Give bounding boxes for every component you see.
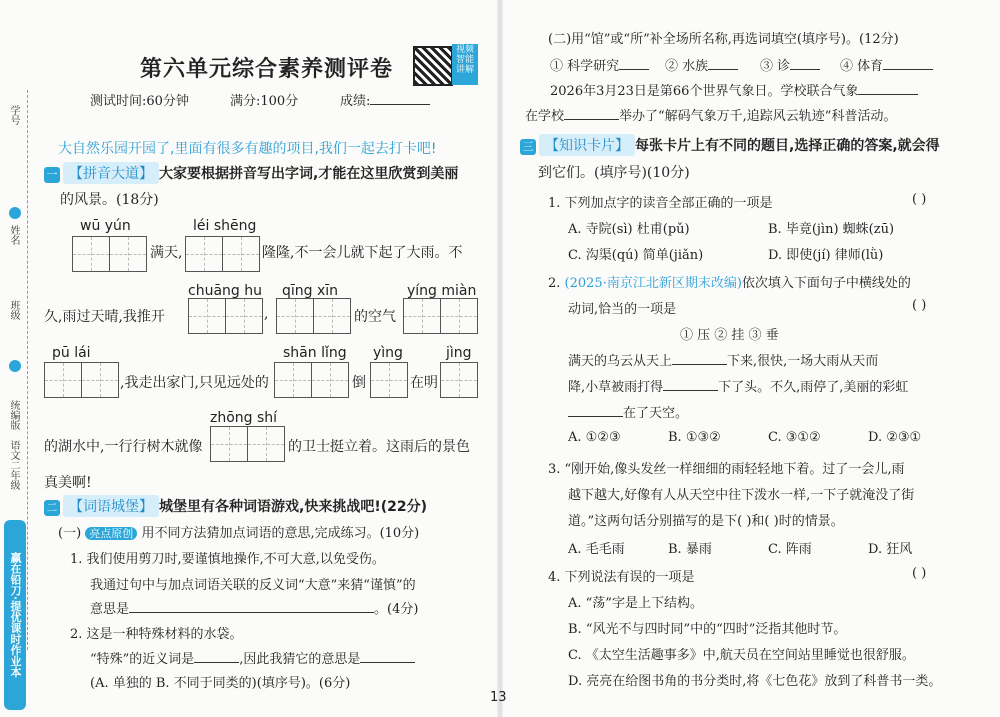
question-1-b: 意思是 。(4分) (90, 602, 419, 617)
text: , (264, 306, 269, 322)
option-3: ③ 诊 (760, 55, 820, 74)
section-1-heading-cont: 的风景。(18分) (60, 192, 159, 208)
answer-grid[interactable] (72, 236, 147, 272)
answer-paren[interactable]: ( ) (912, 298, 927, 313)
answer-paren[interactable]: ( ) (912, 566, 927, 581)
question-1-a: 我通过句中与加点词语关联的反义词“大意”来猜“谨慎”的 (90, 578, 416, 593)
q3-4: 4. 下列说法有误的一项是 (548, 570, 695, 585)
q3-3-ans-c: C. 阵雨 (768, 542, 812, 557)
question-2-a: “特殊”的近义词是 ,因此我猜它的意思是 (90, 648, 415, 667)
pinyin-chuanghu: chuāng hu (188, 283, 262, 299)
q3-2-ans-d: D. ②③① (868, 430, 922, 445)
full-score: 满分:100分 (230, 94, 299, 109)
subsection-1: (一) 亮点原创 用不同方法猜加点词语的意思,完成练习。(10分) (58, 526, 420, 541)
q3-1-d: D. 即使(jí) 律师(lǜ) (768, 248, 884, 263)
question-2-b: (A. 单独的 B. 不同于同类的)(填序号)。(6分) (90, 676, 351, 691)
pinyin-jing: jìng (446, 345, 472, 361)
page-fold (497, 0, 503, 717)
text: ,我走出家门,只见远处的 (120, 375, 269, 391)
answer-grid[interactable] (44, 362, 119, 398)
side-dot (9, 360, 21, 372)
text: 隆隆,不一会儿就下起了大雨。不 (262, 245, 463, 261)
answer-grid[interactable] (370, 362, 408, 398)
side-label-id: 学号 (8, 105, 19, 125)
q3-1-c: C. 沟渠(qú) 简单(jiǎn) (568, 248, 704, 263)
subsection-2: (二)用“馆”或“所”补全场所名称,再选词填空(填序号)。(12分) (548, 32, 899, 47)
intro-text: 大自然乐园开园了,里面有很多有趣的项目,我们一起去打卡吧! (58, 141, 437, 157)
page-number: 13 (490, 690, 507, 705)
answer-grid[interactable] (403, 298, 478, 334)
question-2: 2. 这是一种特殊材料的水袋。 (70, 627, 243, 642)
q3-2: 2. (2025·南京江北新区期末改编)依次填入下面句子中横线处的 (548, 276, 911, 291)
q3-2-opts: ① 压 ② 挂 ③ 垂 (680, 328, 779, 343)
pinyin-leisheng: léi shēng (193, 218, 257, 234)
answer-grid[interactable] (210, 426, 285, 462)
answer-blank[interactable] (360, 662, 415, 663)
q3-3-c: 道。”这两句话分别描写的是下( )和( )时的情景。 (568, 514, 844, 529)
brand-strip: 赢在铅刀·提优课时作业本 (4, 520, 26, 710)
para-line-1: 2026年3月23日是第66个世界气象日。学校联合气象 (550, 80, 918, 99)
section-1-heading: 一 【拼音大道】 大家要根据拼音写出字词,才能在这里欣赏到美丽 (44, 162, 458, 184)
q3-2-p3: 在了天空。 (568, 402, 688, 421)
pinyin-wuyun: wū yún (80, 218, 131, 234)
q3-2-ans-c: C. ③①② (768, 430, 821, 445)
text: 倒 (352, 375, 366, 391)
text: 的空气 (354, 309, 396, 325)
answer-paren[interactable]: ( ) (912, 192, 927, 207)
text: 满天, (150, 245, 183, 261)
section-3-heading-cont: 到它们。(填序号)(10分) (538, 165, 690, 181)
page-title: 第六单元综合素养测评卷 (140, 56, 394, 82)
q3-2-cont: 动词,恰当的一项是 (568, 302, 677, 317)
q3-1-a: A. 寺院(sì) 杜甫(pǔ) (568, 222, 690, 237)
qr-label: 视频智能讲解 (452, 44, 478, 85)
pinyin-shanling: shān lǐng (283, 345, 347, 361)
text: 真美啊! (44, 475, 92, 491)
q3-2-ans-b: B. ①③② (668, 430, 721, 445)
score-field: 成绩: (340, 90, 430, 109)
section-3-heading: 三 【知识卡片】 每张卡片上有不同的题目,选择正确的答案,就会得 (520, 134, 940, 156)
qr-code-icon[interactable] (413, 46, 453, 86)
answer-blank[interactable] (194, 662, 239, 663)
section-2-heading: 二 【词语城堡】 城堡里有各种词语游戏,快来挑战吧!(22分) (44, 495, 427, 517)
side-label-volume: 统编版 (8, 400, 19, 430)
q3-3: 3. “刚开始,像头发丝一样细细的雨轻轻地下着。过了一会儿,雨 (548, 462, 905, 477)
answer-blank[interactable] (129, 612, 374, 613)
answer-grid[interactable] (440, 362, 478, 398)
side-label-class: 班级 (8, 300, 19, 320)
q3-4-a: A. “荡”字是上下结构。 (568, 596, 703, 611)
q3-2-ans-a: A. ①②③ (568, 430, 621, 445)
text: 久,雨过天晴,我推开 (44, 309, 165, 325)
text: 在明 (410, 375, 438, 391)
pinyin-qingxin: qīng xīn (282, 283, 339, 299)
para-line-2: 在学校 举办了“解码气象万千,追踪风云轨迹”科普活动。 (525, 109, 897, 124)
answer-grid[interactable] (185, 236, 260, 272)
q3-2-p2: 降,小草被雨打得 下了头。不久,雨停了,美丽的彩虹 (568, 380, 909, 395)
q3-2-p1: 满天的乌云从天上 下来,很快,一场大雨从天而 (568, 354, 879, 369)
pinyin-ying: yìng (373, 345, 403, 361)
q3-3-ans-d: D. 狂风 (868, 542, 913, 557)
side-dot (9, 207, 21, 219)
question-1: 1. 我们使用剪刀时,要谨慎地操作,不可大意,以免受伤。 (70, 552, 385, 567)
text: 的卫士挺立着。这雨后的景色 (288, 439, 470, 455)
q3-3-ans-a: A. 毛毛雨 (568, 542, 625, 557)
pinyin-zhongshi: zhōng shí (210, 410, 278, 426)
pinyin-pulai: pū lái (52, 345, 91, 361)
text: 的湖水中,一行行树木就像 (44, 439, 203, 455)
pinyin-yingmian: yíng miàn (407, 283, 477, 299)
q3-3-ans-b: B. 暴雨 (668, 542, 712, 557)
test-time: 测试时间:60分钟 (90, 94, 189, 109)
option-2: ② 水族 (665, 55, 738, 74)
side-label-grade: 语文二年级 (8, 440, 19, 490)
binding-line (27, 90, 28, 650)
side-label-name: 姓名 (8, 225, 19, 245)
q3-4-b: B. “风光不与四时同”中的“四时”泛指其他时节。 (568, 622, 847, 637)
answer-grid[interactable] (276, 298, 351, 334)
sidebar (0, 0, 30, 717)
option-1: ① 科学研究 (550, 55, 649, 74)
q3-1-b: B. 毕竟(jìn) 蜘蛛(zū) (768, 222, 895, 237)
q3-1: 1. 下列加点字的读音全部正确的一项是 (548, 196, 773, 211)
q3-4-d: D. 亮亮在给图书角的书分类时,将《七色花》放到了科普书一类。 (568, 674, 942, 689)
answer-grid[interactable] (274, 362, 349, 398)
q3-4-c: C. 《太空生活趣事多》中,航天员在空间站里睡觉也很舒服。 (568, 648, 915, 663)
q3-3-b: 越下越大,好像有人从天空中往下泼水一样,一下子就淹没了街 (568, 488, 915, 503)
option-4: ④ 体育 (840, 55, 933, 74)
answer-grid[interactable] (188, 298, 263, 334)
